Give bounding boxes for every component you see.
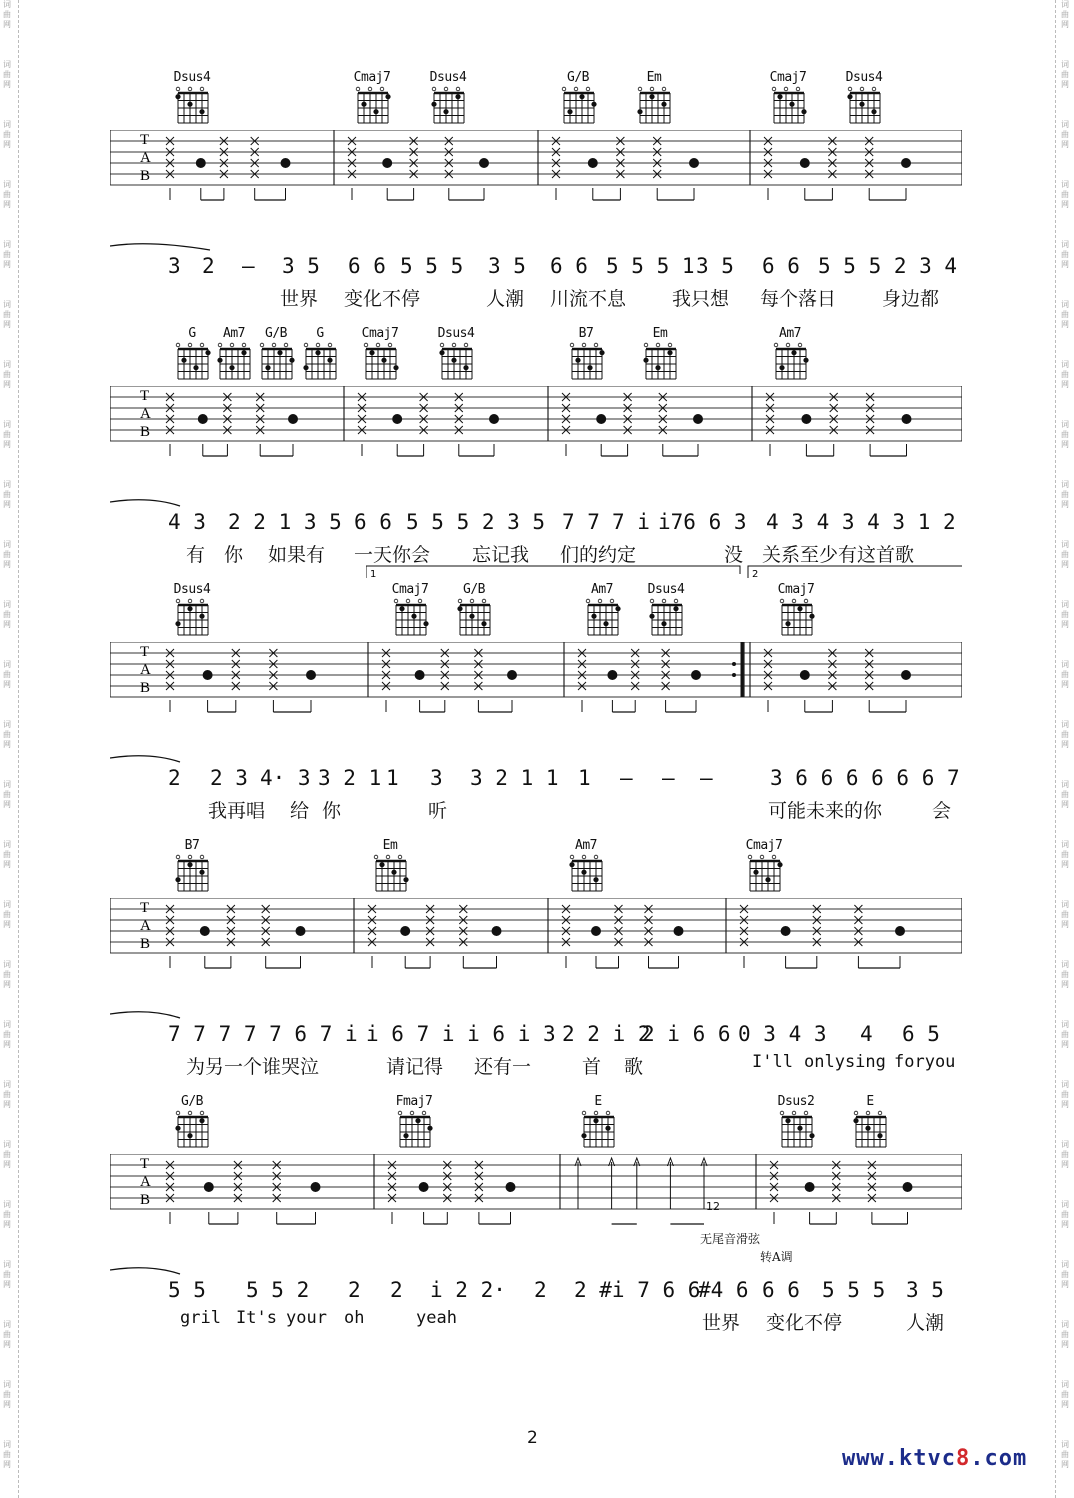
lyric: 歌 — [624, 1056, 644, 1078]
watermark-text: 词 曲 网 — [1061, 120, 1069, 149]
lyric: 世界 — [280, 288, 319, 310]
watermark-text: 词 曲 网 — [3, 1080, 11, 1109]
chord-diagram — [452, 582, 496, 639]
lyric: 变化不停 — [766, 1312, 843, 1334]
left-margin-watermark — [0, 0, 19, 1498]
chord-name: Em — [646, 70, 662, 85]
chord-name: Dsus4 — [437, 326, 475, 341]
chord-diagram — [298, 326, 342, 383]
chord-diagram — [774, 1094, 818, 1151]
chord-grid — [170, 85, 214, 127]
lyric: 我再唱 — [208, 800, 266, 822]
chord-diagram — [768, 326, 812, 383]
chord-name: Cmaj7 — [777, 582, 815, 597]
tab-staff — [110, 1154, 962, 1226]
chord-name: E — [594, 1094, 602, 1109]
chord-name: Em — [382, 838, 398, 853]
watermark-text: 词 曲 网 — [3, 1440, 11, 1469]
lyrics-line — [110, 1052, 962, 1076]
site-logo-part: 8 — [955, 1446, 971, 1471]
lyric: 们的约定 — [560, 544, 637, 566]
numbered-notation — [110, 766, 962, 800]
note: 2 — [202, 254, 215, 278]
lyric: your — [286, 1308, 327, 1328]
note: 2 2 i 2 — [562, 1022, 651, 1046]
note: 4 3 — [168, 510, 206, 534]
lyric: 听 — [428, 800, 448, 822]
lyric: 有 — [186, 544, 206, 566]
chord-diagram — [580, 582, 624, 639]
note: 4 — [860, 1022, 873, 1046]
watermark-text: 词 曲 网 — [3, 960, 11, 989]
note: – — [242, 254, 255, 278]
chord-diagram — [170, 1094, 214, 1151]
lyric: yeah — [416, 1308, 457, 1328]
lyric: 如果有 — [268, 544, 326, 566]
lyric: gril — [180, 1308, 221, 1328]
chord-name: Am7 — [223, 326, 245, 341]
volta-1-label: 1 — [370, 569, 377, 580]
note: 2 — [390, 1278, 403, 1302]
tab-staff — [110, 130, 962, 202]
watermark-text: 词 曲 网 — [3, 540, 11, 569]
watermark-text: 词 曲 网 — [3, 720, 11, 749]
watermark-text: 词 曲 网 — [3, 120, 11, 149]
watermark-text: 词 曲 网 — [1061, 1260, 1069, 1289]
chord-grid — [212, 341, 256, 383]
chord-grid — [170, 341, 214, 383]
watermark-text: 词 曲 网 — [3, 660, 11, 689]
lyrics-line — [110, 1308, 962, 1332]
note: 5 5 5 — [822, 1278, 886, 1302]
watermark-text: 词 曲 网 — [1061, 60, 1069, 89]
watermark-text: 词 曲 网 — [3, 1200, 11, 1229]
chord-diagram — [434, 326, 478, 383]
chord-diagram — [170, 70, 214, 127]
lyric: 一天你会 — [354, 544, 431, 566]
chord-grid — [564, 341, 608, 383]
chord-grid — [644, 597, 688, 639]
chord-name: Am7 — [575, 838, 597, 853]
numbered-notation — [110, 1022, 962, 1056]
chord-diagram — [358, 326, 402, 383]
svg-text:A: A — [140, 918, 151, 934]
chord-name: G/B — [181, 1094, 203, 1109]
note: 3 2 1 — [318, 766, 382, 790]
note: 7 i — [612, 510, 650, 534]
note: – — [700, 766, 713, 790]
watermark-text: 词 曲 网 — [3, 420, 11, 449]
watermark-text: 词 曲 网 — [3, 780, 11, 809]
note: 2 — [348, 1278, 361, 1302]
note: 2 — [168, 766, 181, 790]
chord-grid — [774, 597, 818, 639]
note: 3 5 — [906, 1278, 944, 1302]
lyric: 可能未来的你 — [768, 800, 883, 822]
chord-name: Dsus4 — [173, 582, 211, 597]
chord-diagram — [556, 70, 600, 127]
watermark-text: 词 曲 网 — [3, 300, 11, 329]
note: 2 i 6 6 — [642, 1022, 731, 1046]
chord-diagram — [766, 70, 810, 127]
chord-grid — [434, 341, 478, 383]
tab-staff — [110, 386, 962, 458]
watermark-text: 词 曲 网 — [1061, 1320, 1069, 1349]
lyric: 人潮 — [486, 288, 525, 310]
note: 6 6 — [762, 254, 800, 278]
chord-grid — [768, 341, 812, 383]
note: 4· 3 — [260, 766, 311, 790]
chord-grid — [766, 85, 810, 127]
note: 2 2 1 3 5 — [228, 510, 342, 534]
chord-name: Am7 — [591, 582, 613, 597]
chord-diagram — [564, 838, 608, 895]
chord-name: Cmaj7 — [769, 70, 807, 85]
svg-text:A: A — [140, 150, 151, 166]
chord-diagram — [170, 582, 214, 639]
watermark-text: 词 曲 网 — [1061, 1140, 1069, 1169]
watermark-text: 词 曲 网 — [1061, 900, 1069, 929]
note: 3 5 — [488, 254, 526, 278]
lyric: 给 — [290, 800, 310, 822]
lyric: 人潮 — [906, 1312, 945, 1334]
lyrics-line — [110, 284, 962, 308]
chord-grid — [170, 1109, 214, 1151]
chord-grid — [254, 341, 298, 383]
lyric: I'll — [752, 1052, 793, 1072]
watermark-text: 词 曲 网 — [1061, 480, 1069, 509]
note: 3 5 — [282, 254, 320, 278]
chord-name: G/B — [265, 326, 287, 341]
lyric: 还有一 — [474, 1056, 532, 1078]
lyric: 每个落日 — [760, 288, 837, 310]
note: 5 5 — [168, 1278, 206, 1302]
chord-diagram — [564, 326, 608, 383]
watermark-text: 词 曲 网 — [1061, 240, 1069, 269]
note: 6 6 — [348, 254, 386, 278]
watermark-text: 词 曲 网 — [3, 240, 11, 269]
note: – — [620, 766, 633, 790]
chord-diagram — [426, 70, 470, 127]
note: 1 — [578, 766, 591, 790]
svg-text:B: B — [140, 1192, 151, 1208]
page-number: 2 — [527, 1428, 538, 1448]
chord-diagram — [644, 582, 688, 639]
chord-name: Am7 — [779, 326, 801, 341]
right-margin-watermark — [1055, 0, 1074, 1498]
chord-diagram — [742, 838, 786, 895]
chord-grid — [848, 1109, 892, 1151]
note: i76 6 3 — [658, 510, 747, 534]
chord-grid — [170, 853, 214, 895]
watermark-text: 词 曲 网 — [1061, 540, 1069, 569]
note: #4 6 — [698, 1278, 749, 1302]
lyric: 你 — [322, 800, 342, 822]
svg-text:B: B — [140, 168, 151, 184]
chord-name: Fmaj7 — [395, 1094, 433, 1109]
lyrics-line — [110, 540, 962, 564]
lyric: 世界 — [702, 1312, 741, 1334]
watermark-text: 词 曲 网 — [1061, 420, 1069, 449]
chord-name: B7 — [184, 838, 200, 853]
watermark-text: 词 曲 网 — [3, 600, 11, 629]
chord-grid — [298, 341, 342, 383]
chord-diagram — [388, 582, 432, 639]
note: 6 6 — [550, 254, 588, 278]
slide-annotation: 无尾音滑弦 — [700, 1232, 761, 1246]
chord-grid — [842, 85, 886, 127]
note: 6 6 — [762, 1278, 800, 1302]
chord-diagram — [170, 838, 214, 895]
note: i 6 7 i i 6 i 3 — [366, 1022, 556, 1046]
chord-name: Dsus4 — [429, 70, 467, 85]
site-logo-part: .com — [970, 1446, 1028, 1471]
watermark-text: 词 曲 网 — [1061, 780, 1069, 809]
svg-text:B: B — [140, 424, 151, 440]
chord-grid — [388, 597, 432, 639]
chord-grid — [358, 341, 402, 383]
watermark-text: 词 曲 网 — [1061, 360, 1069, 389]
watermark-text: 词 曲 网 — [3, 60, 11, 89]
chord-grid — [170, 597, 214, 639]
watermark-text: 词 曲 网 — [3, 1380, 11, 1409]
note: 7 7 — [562, 510, 600, 534]
chord-name: Dsus4 — [845, 70, 883, 85]
tab-staff — [110, 898, 962, 970]
watermark-text: 词 曲 网 — [3, 480, 11, 509]
chord-grid — [742, 853, 786, 895]
site-logo-part: www.ktvc — [842, 1446, 956, 1471]
svg-text:T: T — [140, 388, 150, 404]
lyric: foryou — [894, 1052, 956, 1072]
note: 6 5 — [902, 1022, 940, 1046]
chord-name: G — [188, 326, 196, 341]
note: 3 6 6 6 6 6 6 7 — [770, 766, 960, 790]
chord-grid — [774, 1109, 818, 1151]
chord-grid — [392, 1109, 436, 1151]
lyric: 关系至少有这首歌 — [762, 544, 915, 566]
chord-grid — [556, 85, 600, 127]
note: 4 3 4 3 4 3 1 2 — [766, 510, 956, 534]
lyric: 忘记我 — [472, 544, 530, 566]
watermark-text: 词 曲 网 — [3, 1260, 11, 1289]
lyric: 会 — [932, 800, 952, 822]
numbered-notation — [110, 1278, 962, 1312]
watermark-text: 词 曲 网 — [1061, 960, 1069, 989]
note: 1 — [386, 766, 399, 790]
chord-diagram — [392, 1094, 436, 1151]
lyric: 我只想 — [672, 288, 730, 310]
volta-2-label: 2 — [752, 569, 759, 580]
lyric: It's — [236, 1308, 277, 1328]
watermark-text: 词 曲 网 — [3, 1140, 11, 1169]
chord-grid — [426, 85, 470, 127]
watermark-text: 词 曲 网 — [1061, 300, 1069, 329]
svg-text:T: T — [140, 132, 150, 148]
watermark-text: 词 曲 网 — [3, 1020, 11, 1049]
watermark-text: 词 曲 网 — [1061, 1440, 1069, 1469]
note: 2 #i 7 6 6 — [574, 1278, 701, 1302]
lyric: 身边都 — [882, 288, 940, 310]
lyric: onlysing — [804, 1052, 886, 1072]
chord-name: Dsus4 — [647, 582, 685, 597]
note: 2 — [534, 1278, 547, 1302]
chord-diagram — [254, 326, 298, 383]
chord-name: B7 — [578, 326, 594, 341]
note: – — [662, 766, 675, 790]
note: 3 5 — [696, 254, 734, 278]
watermark-text: 词 曲 网 — [1061, 1080, 1069, 1109]
chord-name: G — [316, 326, 324, 341]
site-logo[interactable] — [842, 1446, 1027, 1471]
note: 5 5 5 2 3 4 — [818, 254, 958, 278]
chord-diagram — [848, 1094, 892, 1151]
numbered-notation — [110, 510, 962, 544]
watermark-text: 词 曲 网 — [1061, 840, 1069, 869]
chord-name: G/B — [567, 70, 589, 85]
chord-grid — [580, 597, 624, 639]
note: 2 3 — [210, 766, 248, 790]
chord-name: Cmaj7 — [353, 70, 391, 85]
watermark-text: 词 曲 网 — [1061, 180, 1069, 209]
svg-text:T: T — [140, 644, 150, 660]
watermark-text: 词 曲 网 — [3, 1320, 11, 1349]
chord-diagram — [350, 70, 394, 127]
svg-text:B: B — [140, 680, 151, 696]
lyric: 首 — [582, 1056, 602, 1078]
watermark-text: 词 曲 网 — [1061, 1020, 1069, 1049]
note: 3 2 1 1 — [470, 766, 559, 790]
fret-12-label: 12 — [706, 1200, 720, 1213]
numbered-notation — [110, 254, 962, 288]
watermark-text: 词 曲 网 — [1061, 600, 1069, 629]
watermark-text: 词 曲 网 — [1061, 0, 1069, 29]
svg-text:B: B — [140, 936, 151, 952]
chord-name: Cmaj7 — [391, 582, 429, 597]
note: 5 5 5 1 — [606, 254, 695, 278]
watermark-text: 词 曲 网 — [1061, 660, 1069, 689]
chord-diagram — [212, 326, 256, 383]
chord-grid — [564, 853, 608, 895]
chord-grid — [638, 341, 682, 383]
note: 5 5 5 — [400, 254, 464, 278]
svg-text:T: T — [140, 1156, 150, 1172]
chord-diagram — [576, 1094, 620, 1151]
chord-diagram — [842, 70, 886, 127]
svg-text:T: T — [140, 900, 150, 916]
watermark-text: 词 曲 网 — [3, 840, 11, 869]
chord-grid — [350, 85, 394, 127]
watermark-text: 词 曲 网 — [1061, 720, 1069, 749]
chord-name: Cmaj7 — [745, 838, 783, 853]
note: 5 5 2 — [246, 1278, 310, 1302]
key-change-annotation: 转A调 — [760, 1250, 793, 1264]
svg-text:A: A — [140, 662, 151, 678]
note: 3 — [168, 254, 181, 278]
watermark-text: 词 曲 网 — [1061, 1200, 1069, 1229]
tab-staff — [110, 642, 962, 714]
watermark-text: 词 曲 网 — [3, 900, 11, 929]
chord-diagram — [170, 326, 214, 383]
chord-name: Cmaj7 — [361, 326, 399, 341]
note: i 2 2· — [430, 1278, 506, 1302]
svg-text:A: A — [140, 1174, 151, 1190]
chord-diagram — [638, 326, 682, 383]
note: 7 7 7 7 7 6 7 i — [168, 1022, 358, 1046]
watermark-text: 词 曲 网 — [3, 360, 11, 389]
lyric: oh — [344, 1308, 365, 1328]
chord-name: G/B — [463, 582, 485, 597]
chord-grid — [576, 1109, 620, 1151]
lyric: 没 — [724, 544, 744, 566]
watermark-text: 词 曲 网 — [3, 180, 11, 209]
chord-diagram — [632, 70, 676, 127]
lyric: 你 — [224, 544, 244, 566]
note: 3 — [430, 766, 443, 790]
lyric: 请记得 — [386, 1056, 444, 1078]
note: 0 3 4 3 — [738, 1022, 827, 1046]
lyrics-line — [110, 796, 962, 820]
chord-grid — [632, 85, 676, 127]
lyric: 为另一个谁哭泣 — [186, 1056, 320, 1078]
note: 5 5 5 2 3 5 — [406, 510, 546, 534]
chord-grid — [368, 853, 412, 895]
chord-name: Em — [652, 326, 668, 341]
volta-brackets — [366, 564, 962, 584]
chord-name: E — [866, 1094, 874, 1109]
lyric: 川流不息 — [550, 288, 627, 310]
note: 6 6 — [354, 510, 392, 534]
chord-diagram — [774, 582, 818, 639]
chord-diagram — [368, 838, 412, 895]
watermark-text: 词 曲 网 — [1061, 1380, 1069, 1409]
chord-name: Dsus4 — [173, 70, 211, 85]
chord-grid — [452, 597, 496, 639]
lyric: 变化不停 — [344, 288, 421, 310]
svg-text:A: A — [140, 406, 151, 422]
watermark-text: 词 曲 网 — [3, 0, 11, 29]
chord-name: Dsus2 — [777, 1094, 815, 1109]
